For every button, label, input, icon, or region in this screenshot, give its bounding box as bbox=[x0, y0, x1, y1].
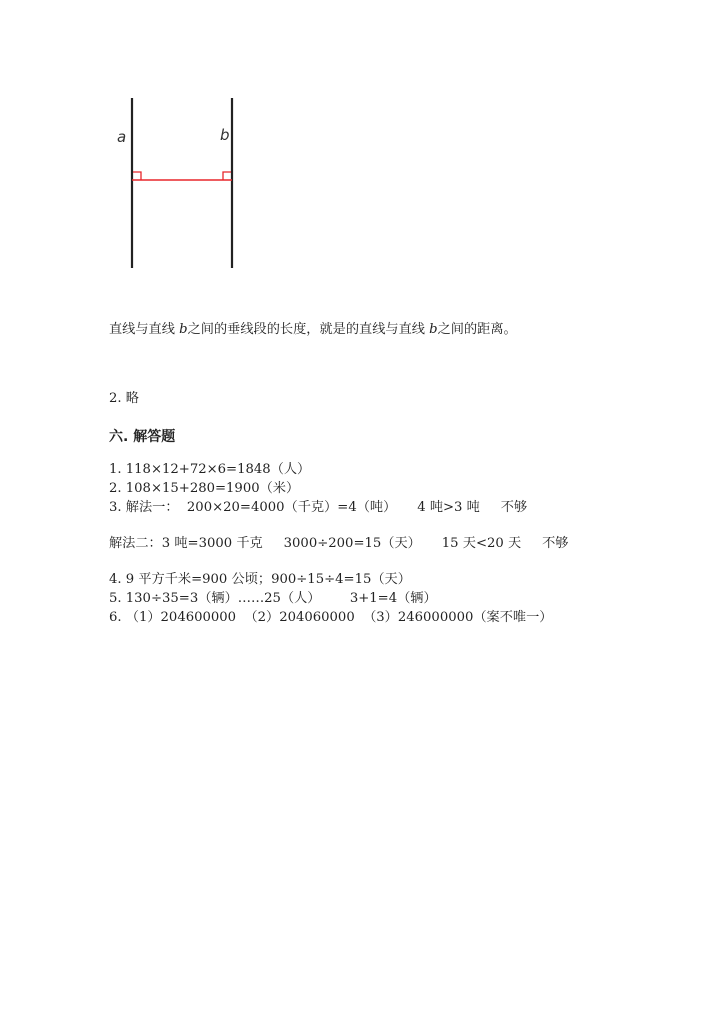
explanation-text bbox=[109, 321, 517, 339]
answer-3: 3. 解法一： 200×20=4000（千克）=4（吨） 4 吨>3 吨 不够 bbox=[109, 500, 528, 515]
right-angle-mark-a bbox=[133, 172, 141, 180]
answer-3-method-2: 解法二：3 吨=3000 千克 3000÷200=15（天） 15 天<20 天 不够 bbox=[109, 536, 569, 551]
variable-b: b bbox=[179, 322, 188, 337]
answer-1: 1. 118×12+72×6=1848（人） bbox=[109, 462, 311, 477]
label-b: b bbox=[220, 126, 230, 144]
variable-b: b bbox=[429, 322, 438, 337]
answer-4: 4. 9 平方千米=900 公顷；900÷15÷4=15（天） bbox=[109, 572, 411, 587]
explanation-part1: 直线与直线 bbox=[109, 322, 180, 337]
label-a: a bbox=[117, 128, 127, 146]
parallel-lines-diagram bbox=[100, 90, 260, 280]
explanation-part3: 之间的距离。 bbox=[437, 322, 517, 337]
item-2: 2. 略 bbox=[109, 391, 139, 406]
section-heading: 六. 解答题 bbox=[109, 429, 176, 445]
answer-6: 6. （1）204600000 （2）204060000 （3）246000000（案不唯一） bbox=[109, 610, 553, 625]
explanation-part2: 之间的垂线段的长度，就是的直线与直线 bbox=[187, 322, 430, 337]
right-angle-mark-b bbox=[223, 172, 231, 180]
parallel-lines-figure bbox=[100, 90, 260, 280]
answer-5: 5. 130÷35=3（辆）……25（人） 3+1=4（辆） bbox=[109, 591, 437, 606]
answer-2: 2. 108×15+280=1900（米） bbox=[109, 481, 300, 496]
